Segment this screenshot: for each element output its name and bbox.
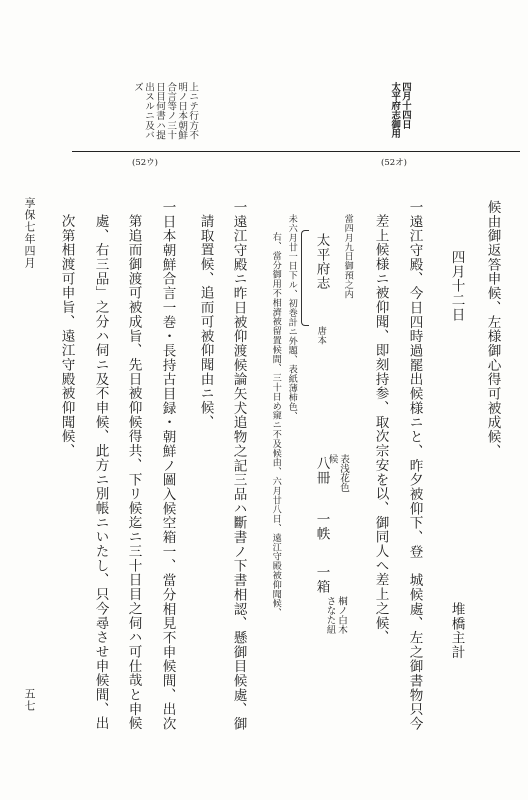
book-wrapper-note [326, 454, 349, 492]
top-note-left-line-4: 日目何書ハ提 [154, 82, 166, 140]
top-note-right-line-1: 四月十四日 [400, 82, 411, 129]
text-column-07: 右、當分御用不相濟被留置候間、三十日め窺ニ不及候由、六月廿八日、遠江守殿被仰聞候、 [270, 232, 282, 618]
running-head-era: 享保七年四月 [23, 197, 36, 269]
top-note-left-line-5: 出スルニ及バ [143, 82, 155, 140]
page-marker-left: (52ウ) [132, 158, 158, 168]
top-divider [72, 151, 520, 152]
book-title-bracket [301, 230, 309, 326]
book-box-note [324, 596, 347, 634]
top-note-left [132, 82, 198, 146]
text-column-05: 當四月九日御預之内 [342, 214, 354, 299]
book-wrapper-note-line-2: 候 [326, 454, 338, 464]
text-column-08: 未六月廿一日下ル、初巻計ニ外題、表紙薄柿色、 [286, 214, 298, 421]
date-line: 四月十二日 [448, 250, 465, 322]
book-wrapper: 一帙 [313, 512, 330, 541]
book-edition: 唐本 [315, 326, 327, 345]
book-volume-count: 八冊 [313, 456, 330, 485]
text-column-13: 處、右三品」之分ハ伺ニ及不申候、此方ニ別帳ニいたし、只今尋させ申候間、出 [92, 214, 109, 731]
text-column-04: 差上候様ニ被仰聞、即刻持参、取次宗安を以、御同人へ差上之候、 [372, 214, 389, 645]
top-note-right-line-2: 太平府志御用 [389, 82, 401, 139]
book-box-note-line-1: 桐ノ白木 [336, 596, 347, 635]
text-column-09: 一遠江守殿ニ昨日被仰渡候論矢犬追物之記三品ハ斷書ノ下書相認、懸御目候處、御 [230, 200, 247, 731]
book-wrapper-note-line-1: 表浅花色 [338, 454, 349, 493]
text-column-10: 請取置候、追而可被仰聞由ニ候、 [197, 214, 214, 430]
top-note-right [388, 82, 410, 146]
page-marker-right: (52オ) [381, 158, 407, 168]
text-column-11: 一日本朝鮮合言一巻・長持古目録・朝鮮ノ圖入候空箱一、當分相見不申候間、出次 [159, 200, 176, 731]
book-box: 一箱 [313, 565, 330, 594]
book-box-note-line-2: さなた紐 [324, 596, 336, 635]
text-column-14: 次第相渡可申旨、遠江守殿被仰聞候、 [58, 214, 75, 458]
top-note-left-line-6: ズ [132, 82, 144, 92]
text-column-03: 一遠江守殿、今日四時過罷出候様ニと、昨夕被仰下、登 城候處、左之御書物只今 [406, 200, 423, 731]
top-note-left-line-2: 明ノ日本朝鮮 [176, 82, 188, 140]
top-note-left-line-3: 合言等ノ三十 [165, 82, 177, 140]
book-title: 太平府志 [313, 233, 330, 291]
text-column-12: 第追而御渡可被成旨、先日被仰候得共、下リ候迄ニ三十日目之伺ハ可仕哉と申候 [125, 214, 142, 731]
top-note-left-line-1: 上ニテ行方不 [187, 82, 199, 140]
text-column-01: 候由御返答申候、左様御心得可被成候、 [484, 200, 501, 459]
page-number: 五七 [23, 688, 36, 712]
signer-name: 堆橋主計 [448, 602, 465, 660]
